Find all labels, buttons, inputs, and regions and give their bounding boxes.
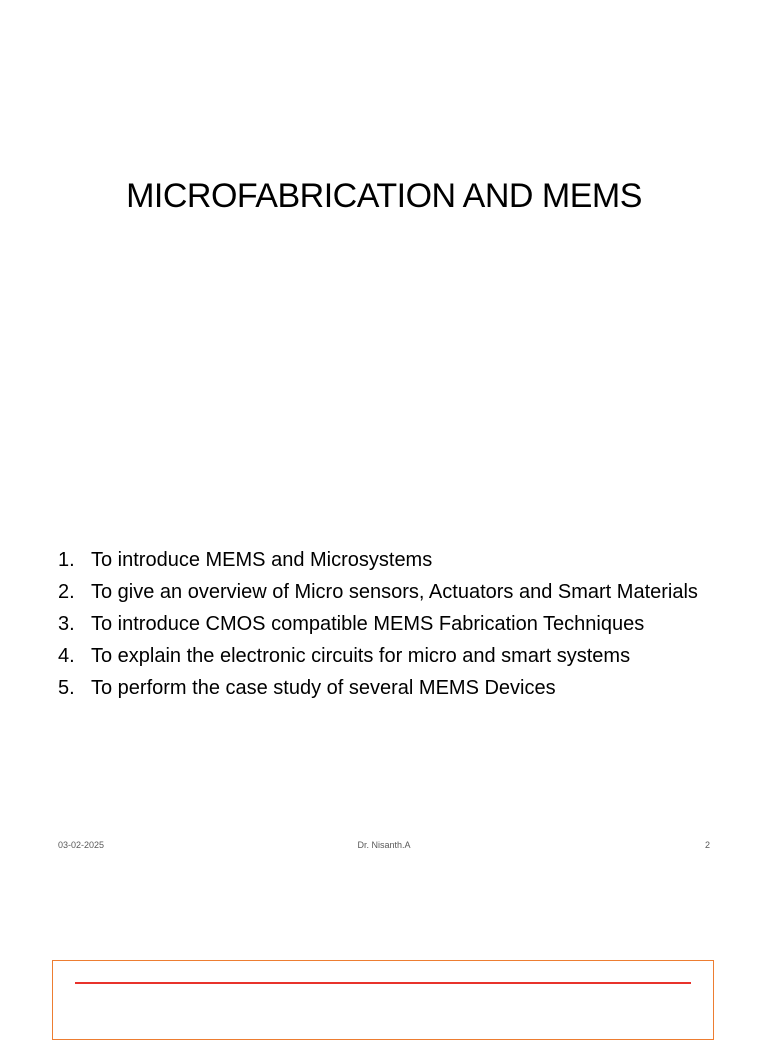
list-item-number: 1. bbox=[58, 549, 75, 571]
footer-author: Dr. Nisanth.A bbox=[357, 840, 411, 850]
list-item-text: To explain the electronic circuits for micro and smart systems bbox=[91, 645, 631, 667]
list-item-text: To introduce MEMS and Microsystems bbox=[91, 549, 433, 571]
list-item bbox=[58, 676, 710, 700]
footer-page-number: 2 bbox=[704, 840, 710, 850]
objectives-list bbox=[58, 548, 710, 708]
list-item-number: 2. bbox=[58, 581, 75, 603]
list-item-text: To give an overview of Micro sensors, Actuators and Smart Materials bbox=[91, 581, 698, 603]
slide-title: MICROFABRICATION AND MEMS bbox=[126, 177, 642, 215]
list-item bbox=[58, 612, 710, 636]
list-item-text: To perform the case study of several MEMS Devices bbox=[91, 677, 556, 699]
list-item-text: To introduce CMOS compatible MEMS Fabrication Techniques bbox=[91, 613, 645, 635]
list-item-number: 3. bbox=[58, 613, 75, 635]
list-item bbox=[58, 580, 710, 604]
next-slide-frame bbox=[52, 960, 714, 1040]
list-item-number: 5. bbox=[58, 677, 75, 699]
list-item bbox=[58, 548, 710, 572]
list-item bbox=[58, 644, 710, 668]
next-slide-title-rule bbox=[75, 982, 691, 984]
footer-date: 03-02-2025 bbox=[58, 840, 105, 850]
list-item-number: 4. bbox=[58, 645, 75, 667]
